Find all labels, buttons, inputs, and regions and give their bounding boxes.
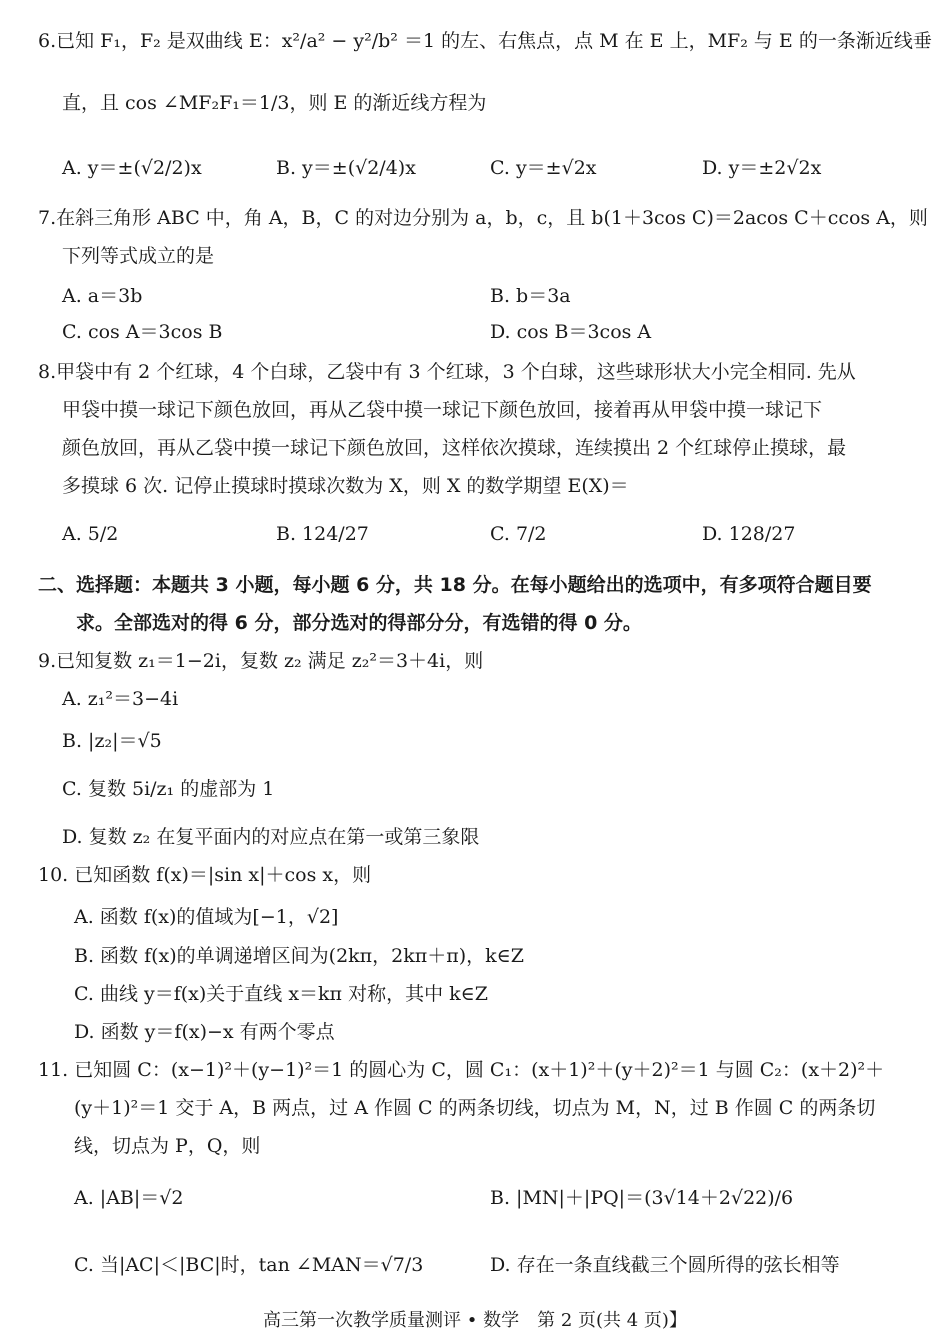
q7-option-c: C. cos A＝3cos B xyxy=(62,321,223,343)
q8-option-a: A. 5/2 xyxy=(62,523,119,545)
q9-option-a: A. z₁²＝3−4i xyxy=(62,688,179,710)
q11-option-a: A. |AB|＝√2 xyxy=(74,1187,184,1209)
q8-stem-line1: 8.甲袋中有 2 个红球，4 个白球，乙袋中有 3 个红球，3 个白球，这些球形状大小完全相同. 先从 xyxy=(38,361,856,383)
q6-stem-line2: 直，且 cos ∠MF₂F₁＝1/3，则 E 的渐近线方程为 xyxy=(62,92,487,114)
q7-option-a: A. a＝3b xyxy=(62,285,143,307)
q10-option-a: A. 函数 f(x)的值域为[−1，√2] xyxy=(74,906,339,928)
q11-option-b: B. |MN|＋|PQ|＝(3√14＋2√22)/6 xyxy=(490,1187,794,1209)
q10-option-b: B. 函数 f(x)的单调递增区间为(2kπ，2kπ＋π)，k∈Z xyxy=(74,945,524,967)
q9-option-d: D. 复数 z₂ 在复平面内的对应点在第一或第三象限 xyxy=(62,826,480,848)
q11-option-c: C. 当|AC|＜|BC|时，tan ∠MAN＝√7/3 xyxy=(74,1254,424,1276)
q10-option-c: C. 曲线 y＝f(x)关于直线 x＝kπ 对称，其中 k∈Z xyxy=(74,983,488,1005)
q11-stem-line3: 线，切点为 P，Q，则 xyxy=(74,1135,261,1157)
q6-option-b: B. y＝±(√2/4)x xyxy=(276,157,416,179)
q8-option-c: C. 7/2 xyxy=(490,523,547,545)
q7-stem-line1: 7.在斜三角形 ABC 中，角 A，B，C 的对边分别为 a，b，c，且 b(1＋3cos C)＝2acos C＋ccos A，则 xyxy=(38,207,928,229)
q8-stem-line3: 颜色放回，再从乙袋中摸一球记下颜色放回，这样依次摸球，连续摸出 2 个红球停止摸球，最 xyxy=(62,437,847,459)
q10-option-d: D. 函数 y＝f(x)−x 有两个零点 xyxy=(74,1021,335,1043)
q8-stem-line4: 多摸球 6 次. 记停止摸球时摸球次数为 X，则 X 的数学期望 E(X)＝ xyxy=(62,475,629,497)
section2-heading-line2: 求。全部选对的得 6 分，部分选对的得部分分，有选错的得 0 分。 xyxy=(76,612,642,634)
q9-option-c: C. 复数 5i/z₁ 的虚部为 1 xyxy=(62,778,275,800)
q11-stem-line2: (y＋1)²＝1 交于 A，B 两点，过 A 作圆 C 的两条切线，切点为 M，N，过 B 作圆 C 的两条切 xyxy=(74,1097,876,1119)
q9-option-b: B. |z₂|＝√5 xyxy=(62,730,162,752)
q9-stem-line1: 9.已知复数 z₁＝1−2i，复数 z₂ 满足 z₂²＝3＋4i，则 xyxy=(38,650,484,672)
q8-stem-line2: 甲袋中摸一球记下颜色放回，再从乙袋中摸一球记下颜色放回，接着再从甲袋中摸一球记下 xyxy=(62,399,823,421)
q6-option-a: A. y＝±(√2/2)x xyxy=(62,157,202,179)
q7-option-d: D. cos B＝3cos A xyxy=(490,321,652,343)
q11-stem-line1: 11. 已知圆 C：(x−1)²＋(y−1)²＝1 的圆心为 C，圆 C₁：(x＋1)²＋(y＋2)²＝1 与圆 C₂：(x＋2)²＋ xyxy=(38,1059,885,1081)
q11-option-d: D. 存在一条直线截三个圆所得的弦长相等 xyxy=(490,1254,840,1276)
q7-option-b: B. b＝3a xyxy=(490,285,571,307)
q6-option-c: C. y＝±√2x xyxy=(490,157,597,179)
q6-stem-line1: 6.已知 F₁，F₂ 是双曲线 E：x²/a² − y²/b² ＝1 的左、右焦点，点 M 在 E 上，MF₂ 与 E 的一条渐近线垂 xyxy=(38,30,932,52)
q10-stem-line1: 10. 已知函数 f(x)＝|sin x|＋cos x，则 xyxy=(38,864,372,886)
q6-option-d: D. y＝±2√2x xyxy=(702,157,822,179)
q7-stem-line2: 下列等式成立的是 xyxy=(62,245,215,267)
q8-option-b: B. 124/27 xyxy=(276,523,369,545)
q8-option-d: D. 128/27 xyxy=(702,523,796,545)
page-footer: 高三第一次教学质量测评 • 数学 第 2 页(共 4 页)】 xyxy=(263,1310,687,1331)
section2-heading-line1: 二、选择题：本题共 3 小题，每小题 6 分，共 18 分。在每小题给出的选项中，有多项符合题目要 xyxy=(38,574,872,596)
